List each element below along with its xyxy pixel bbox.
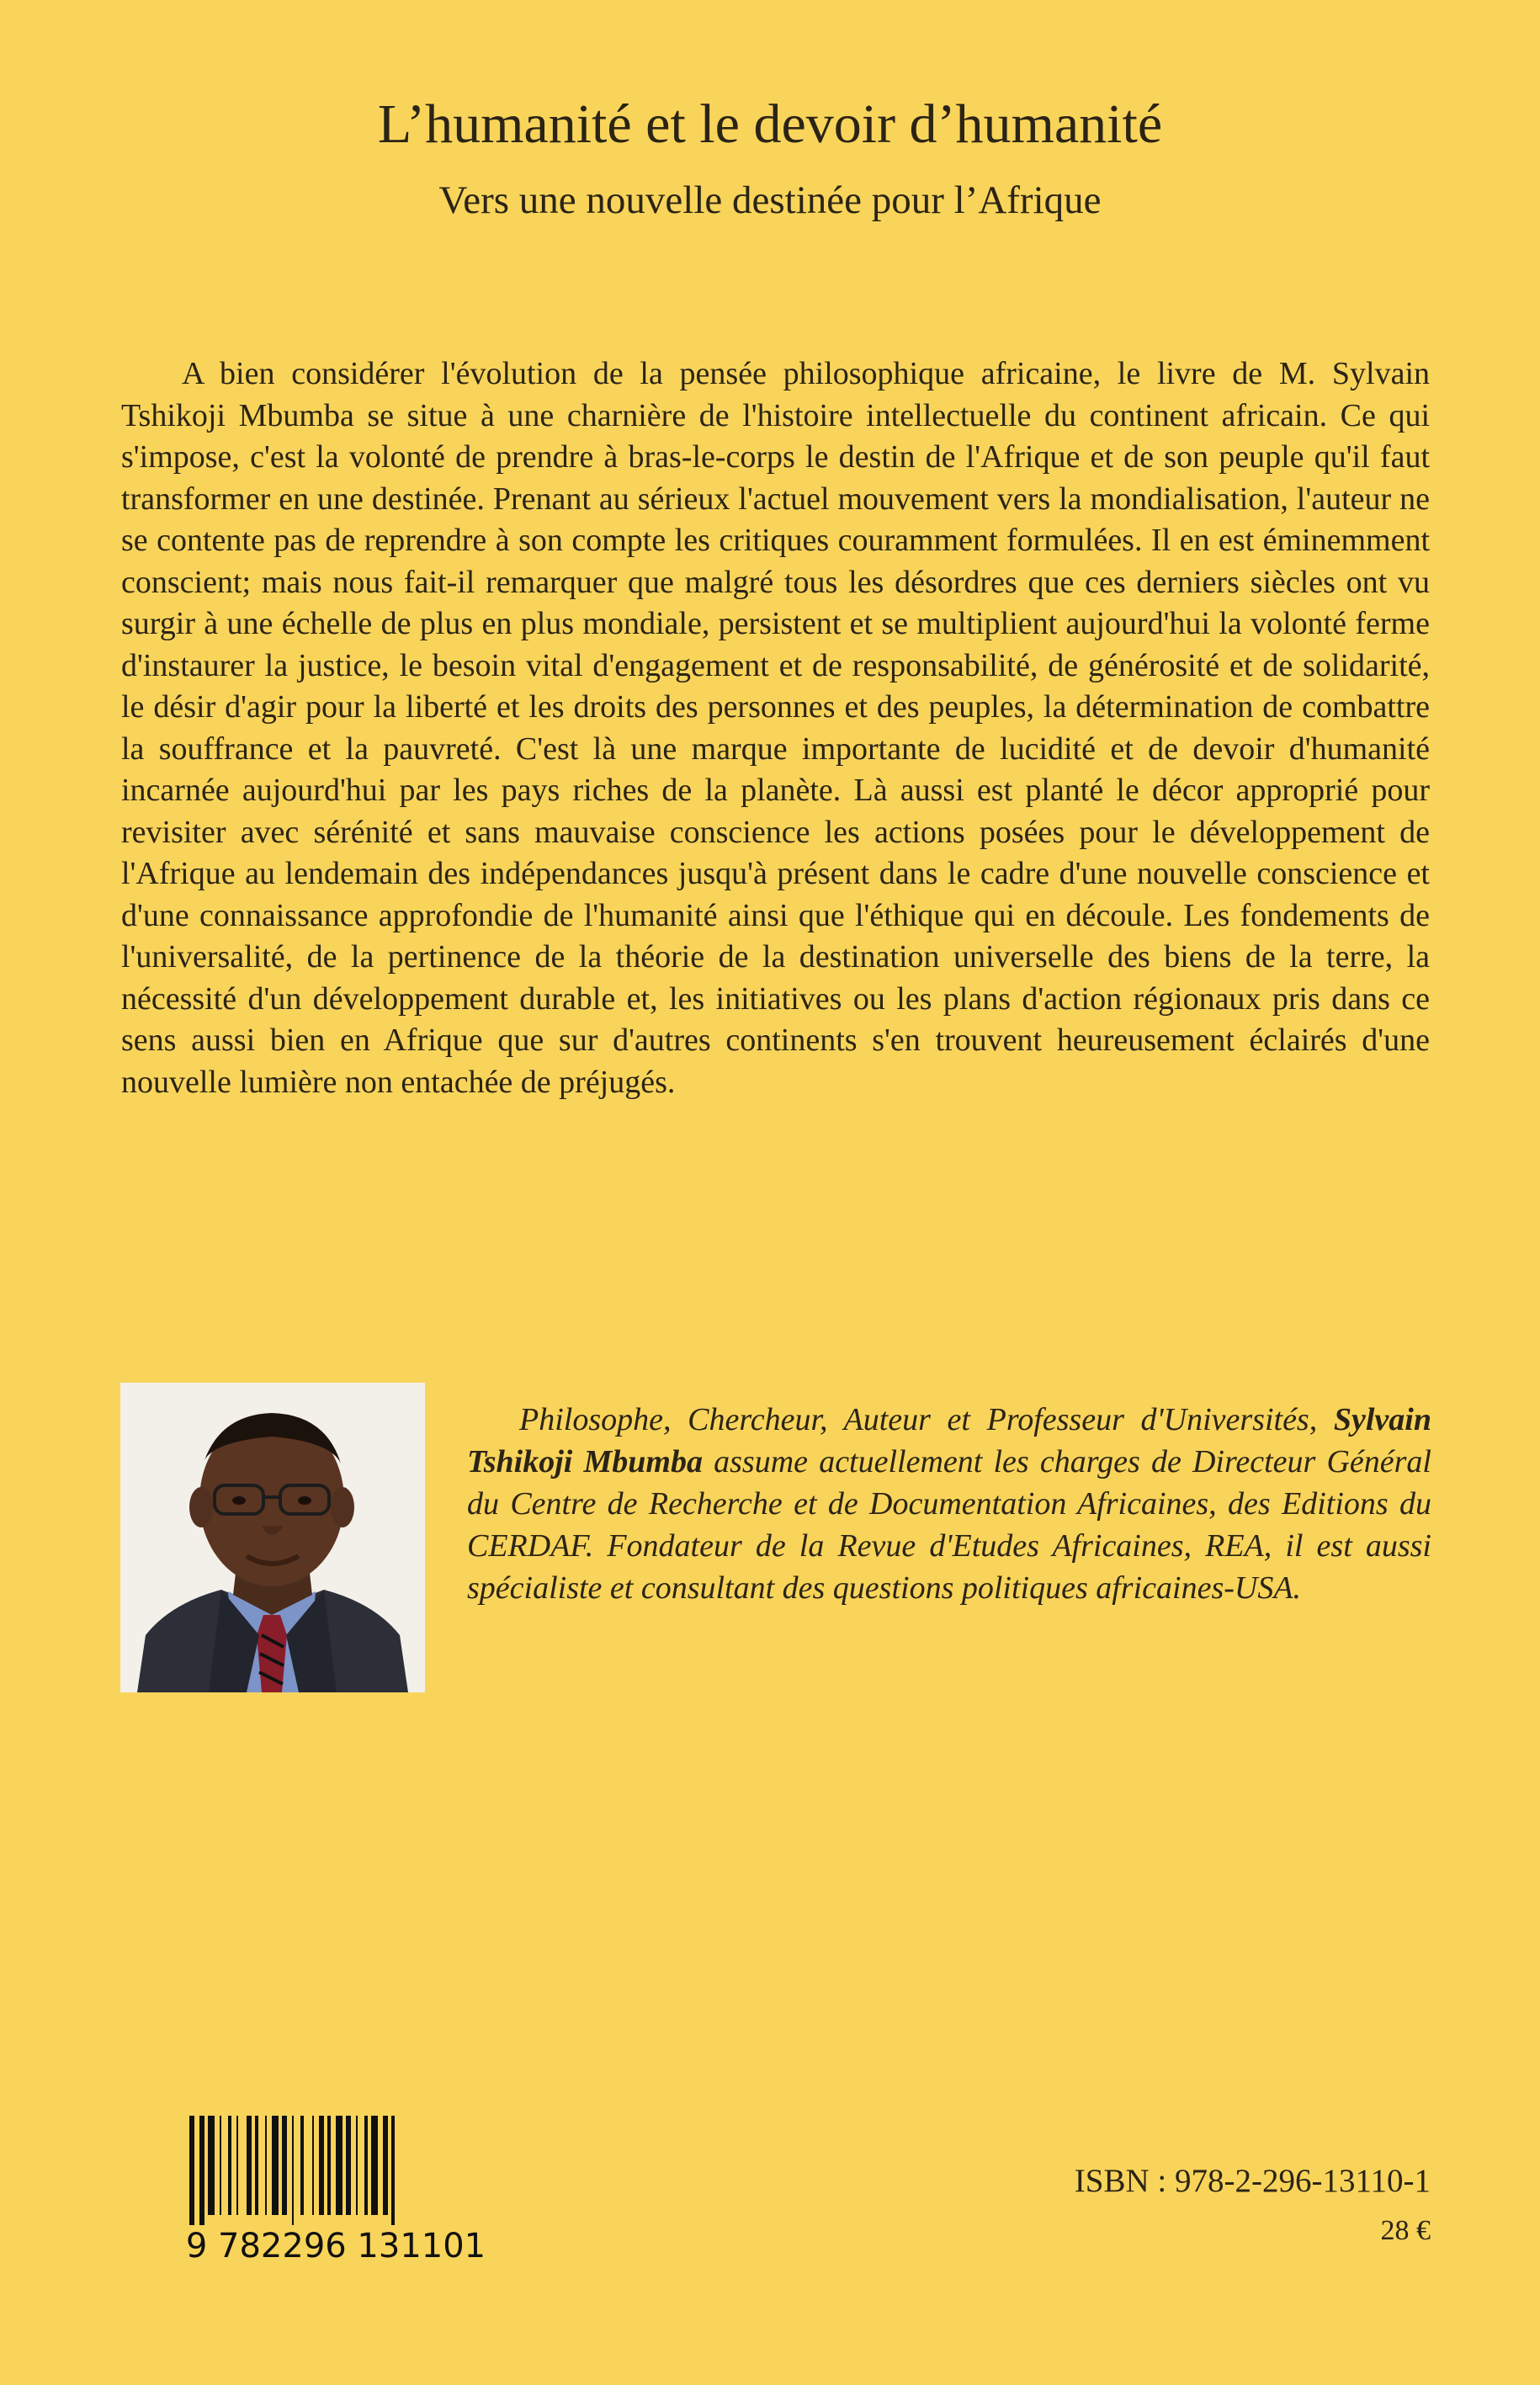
barcode-bar <box>371 2116 378 2215</box>
author-bio-text: assume actuellement les charges de Directeur Général du Centre de Recherche et de Documentation Africaines, des Editions du CERDAF. Fondateur de la Revue d'Etudes Africaines, REA, il est aussi spécialiste et consultant des questions politiques africaines-USA. <box>467 1444 1431 1606</box>
barcode-bar <box>255 2116 258 2215</box>
barcode-bar <box>292 2116 294 2225</box>
barcode-bar <box>319 2116 324 2215</box>
price-label: 28 € <box>1380 2215 1431 2246</box>
isbn-barcode <box>164 2112 507 2264</box>
author-photo <box>120 1383 425 1692</box>
book-title: L’humanité et le devoir d’humanité <box>377 93 1163 155</box>
author-bio <box>467 1399 1431 1609</box>
barcode-bar <box>236 2116 238 2215</box>
barcode-bar <box>312 2116 314 2215</box>
barcode-bar <box>336 2116 343 2215</box>
barcode-bar <box>208 2116 215 2215</box>
back-cover-blurb: A bien considérer l'évolution de la pensée philosophique africaine, le livre de M. Sylvain Tshikoji Mbumba se situe à une charnière de l'histoire intellectuelle du continent africain. Ce qui s'impose, c'est la volonté de prendre à bras-le-corps le destin de l'Afrique et de son peuple qu'il faut transformer en une destinée. Prenant au sérieux l'actuel mouvement vers la mondialisation, l'auteur ne se contente pas de reprendre à son compte les critiques couramment formulées. Il en est éminemment conscient; mais nous fait-il remarquer que malgré tous les désordres que ces derniers siècles ont vu surgir à une échelle de plus en plus mondiale, persistent et se multiplient aujourd'hui la volonté ferme d'instaurer la justice, le besoin vital d'engagement et de responsabilité, de générosité et de solidarité, le désir d'agir pour la liberté et les droits des personnes et des peuples, la détermination de combattre la souffrance et la pauvreté. C'est là une marque importante de lucidité et de devoir d'humanité incarnée aujourd'hui par les pays riches de la planète. Là aussi est planté le décor approprié pour revisiter avec sérénité et sans mauvaise conscience les actions posées pour le développement de l'Afrique au lendemain des indépendances jusqu'à présent dans le cadre d'une nouvelle conscience et d'une connaissance approfondie de l'humanité ainsi que l'éthique qui en découle. Les fondements de l'universalité, de la pertinence de la théorie de la destination universelle des biens de la terre, la nécessité d'un développement durable et, les initiatives ou les plans d'action régionaux pris dans ce sens aussi bien en Afrique que sur d'autres continents s'en trouvent heureusement éclairés d'une nouvelle lumière non entachée de préjugés. <box>121 356 1430 1100</box>
barcode-bar <box>247 2116 252 2215</box>
barcode-bar <box>346 2116 351 2215</box>
barcode-bar <box>356 2116 358 2215</box>
barcode-bar <box>391 2116 395 2225</box>
author-bio-intro: Philosophe, Chercheur, Auteur et Professeur d'Universités, <box>519 1402 1334 1437</box>
book-subtitle: Vers une nouvelle destinée pour l’Afrique <box>438 178 1102 222</box>
author-name: Sylvain Tshikoji Mbumba <box>467 1402 1431 1479</box>
barcode-bar <box>220 2116 221 2215</box>
barcode-bar <box>228 2116 231 2215</box>
barcode-bar <box>364 2116 368 2215</box>
barcode-bar <box>327 2116 331 2215</box>
barcode-number: 9 782296 131101 <box>185 2227 486 2264</box>
barcode-bar <box>199 2116 204 2225</box>
isbn-label: ISBN : 978-2-296-13110-1 <box>1074 2163 1431 2199</box>
barcode-bar <box>383 2116 388 2215</box>
barcode-bar <box>282 2116 287 2215</box>
barcode-bar <box>300 2116 304 2215</box>
barcode-bar <box>265 2116 267 2215</box>
barcode-bar <box>272 2116 279 2215</box>
barcode-bar <box>189 2116 194 2225</box>
